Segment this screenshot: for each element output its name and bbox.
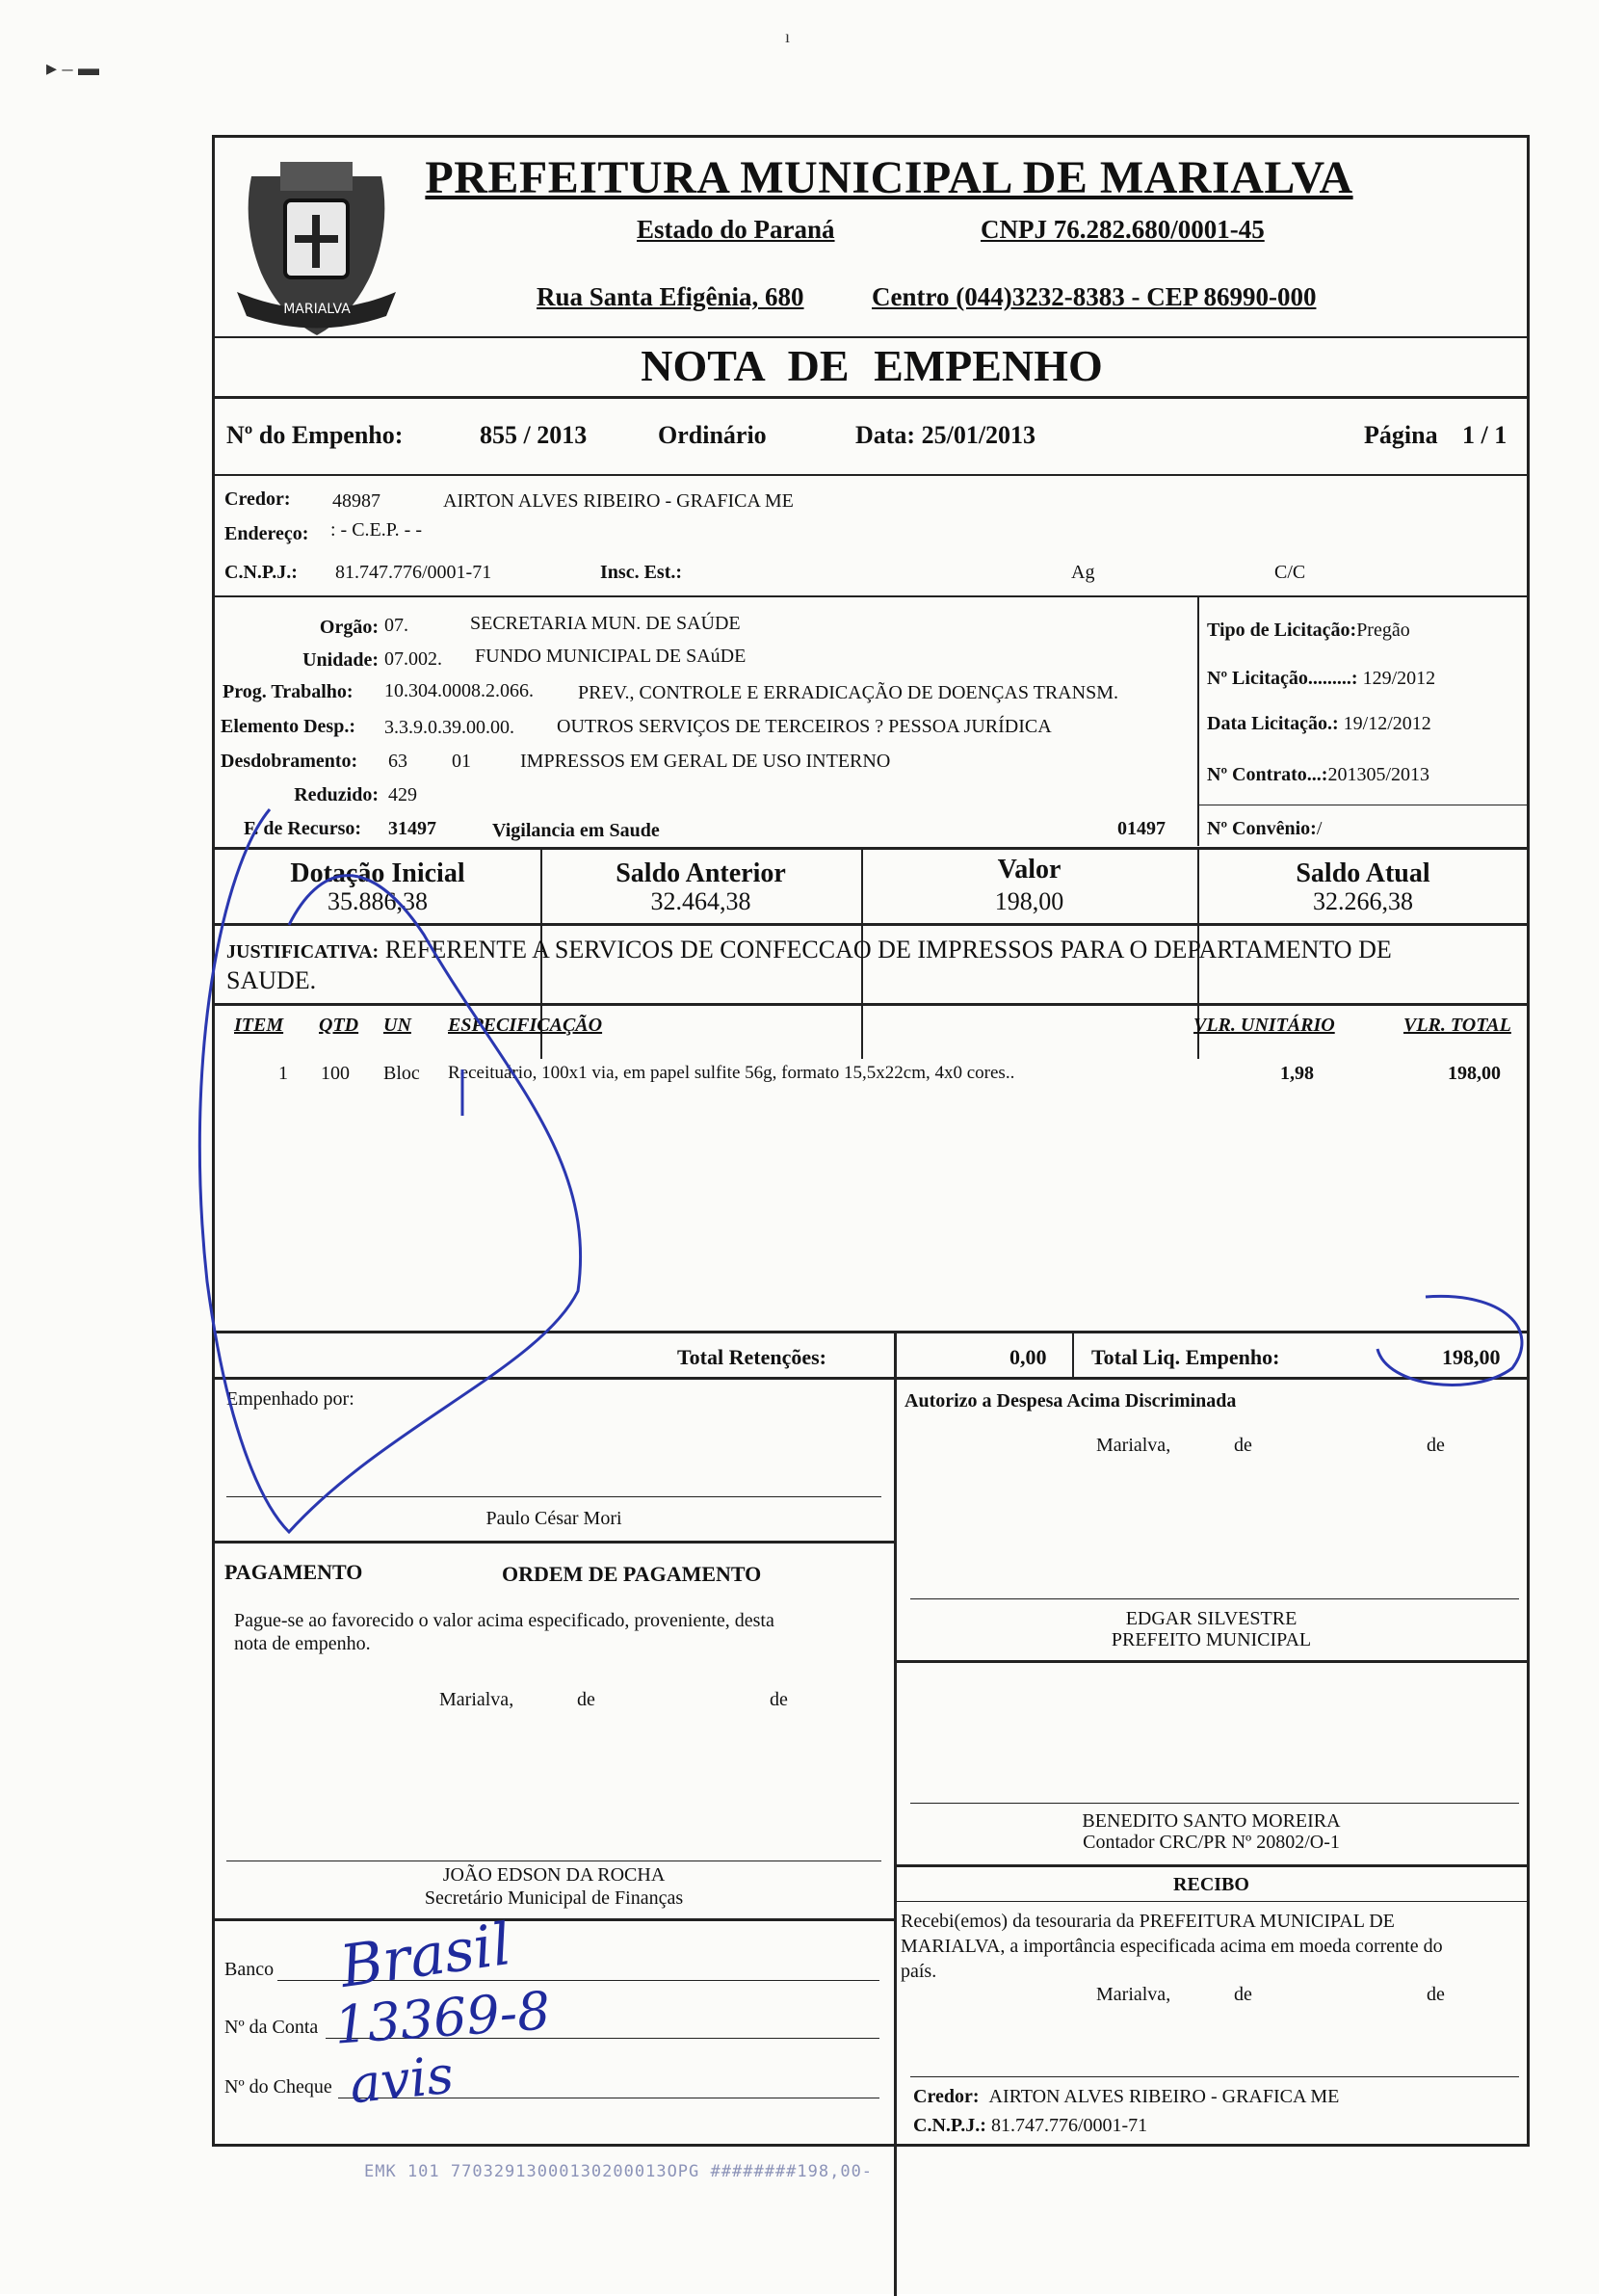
- recibo-label: RECIBO: [1173, 1874, 1249, 1895]
- recibo-text: Recebi(emos) da tesouraria da PREFEITURA MUNICIPAL DE MARIALVA, a importância especificada acima em moeda corrente do país.: [901, 1911, 1443, 1982]
- liq-label: Total Liq. Empenho:: [1091, 1345, 1280, 1369]
- doc-title: NOTA DE EMPENHO: [641, 341, 1103, 390]
- signature-line: [910, 2076, 1519, 2077]
- cheque-handwritten: avis: [347, 2044, 457, 2116]
- credor-cnpj-label: C.N.P.J.:: [224, 562, 298, 583]
- reduzido-value: 429: [388, 784, 417, 805]
- footer-code: ЕМК 101 77032913000130200013OPG ########198,00-: [364, 2162, 874, 2181]
- prefeito-nome: EDGAR SILVESTRE: [1125, 1608, 1298, 1629]
- empenho-date: Data: 25/01/2013: [855, 421, 1036, 449]
- licitacao-data-label: Data Licitação.: 19/12/2012: [1207, 713, 1431, 734]
- col-header-unit: VLR. UNITÁRIO: [1193, 1015, 1335, 1036]
- secretario-cargo: Secretário Municipal de Finanças: [424, 1887, 684, 1909]
- autorizo-de-2: de: [1427, 1435, 1445, 1456]
- divider: [894, 1660, 1529, 1663]
- saldo-atual-label: Saldo Atual: [1296, 858, 1430, 888]
- coat-of-arms-icon: [232, 147, 401, 340]
- recibo-credor: Credor: AIRTON ALVES RIBEIRO - GRAFICA ME: [913, 2086, 1340, 2107]
- recibo-de-1: de: [1234, 1984, 1252, 2005]
- credor-cnpj: 81.747.776/0001-71: [335, 562, 492, 583]
- endereco-label: Endereço:: [224, 523, 309, 544]
- recibo-cnpj: C.N.P.J.: 81.747.776/0001-71: [913, 2115, 1148, 2136]
- desdobramento-code2: 01: [452, 751, 471, 772]
- licitacao-num-label: Nº Licitação.........: 129/2012: [1207, 668, 1436, 689]
- recurso-label: F. de Recurso:: [244, 818, 362, 839]
- unidade-name: FUNDO MUNICIPAL DE SAúDE: [475, 646, 747, 667]
- signature-line: [226, 1496, 881, 1497]
- orgao-name: SECRETARIA MUN. DE SAÚDE: [470, 613, 741, 634]
- pagamento-de-2: de: [770, 1689, 788, 1710]
- convenio-label: Nº Convênio:/: [1207, 818, 1323, 839]
- page-number: 1 / 1: [1462, 421, 1507, 449]
- divider: [215, 1377, 1529, 1380]
- autorizo-label: Autorizo a Despesa Acima Discriminada: [904, 1390, 1237, 1412]
- dotacao-value: 35.886,38: [328, 887, 428, 915]
- col-header-qtd: QTD: [319, 1015, 359, 1036]
- recibo-marialva: Marialva,: [1096, 1984, 1171, 2005]
- row-spec: Receituário, 100x1 via, em papel sulfite 56g, formato 15,5x22cm, 4x0 cores..: [448, 1063, 1015, 1083]
- col-header-total: VLR. TOTAL: [1403, 1015, 1511, 1036]
- empenhado-nome: Paulo César Mori: [485, 1508, 622, 1529]
- licitacao-tipo-label: Tipo de Licitação:Pregão: [1207, 620, 1410, 641]
- autorizo-de-1: de: [1234, 1435, 1252, 1456]
- recurso-code2: 01497: [1117, 818, 1166, 839]
- prog-code: 10.304.0008.2.066.: [384, 680, 534, 701]
- ordem-label: ORDEM DE PAGAMENTO: [502, 1562, 762, 1586]
- saldo-atual-value: 32.266,38: [1313, 887, 1413, 915]
- signature-line: [910, 1598, 1519, 1599]
- col-header-spec: ESPECIFICAÇÃO: [448, 1015, 603, 1036]
- divider: [215, 396, 1529, 399]
- divider: [215, 847, 1529, 850]
- address-label: Rua Santa Efigênia, 680: [537, 282, 804, 311]
- retencoes-label: Total Retenções:: [677, 1345, 826, 1369]
- recurso-code: 31497: [388, 818, 436, 839]
- cheque-label: Nº do Cheque: [224, 2076, 332, 2098]
- row-total: 198,00: [1448, 1063, 1501, 1084]
- pagamento-label: PAGAMENTO: [224, 1560, 363, 1584]
- prefeito-cargo: PREFEITO MUNICIPAL: [1111, 1629, 1312, 1650]
- conta-label: Nº da Conta: [224, 2017, 319, 2038]
- page-label: Página: [1364, 421, 1438, 449]
- cc-label: C/C: [1274, 562, 1306, 583]
- svg-text:MARIALVA: MARIALVA: [283, 302, 351, 317]
- divider-vertical: [1072, 1331, 1074, 1377]
- divider: [894, 1864, 1529, 1867]
- banco-label: Banco: [224, 1959, 275, 1980]
- col-header-un: UN: [383, 1015, 411, 1036]
- divider-vertical: [1197, 595, 1199, 846]
- retencoes-value: 0,00: [1009, 1345, 1047, 1369]
- scan-mark-2: ı: [785, 27, 791, 46]
- page-title: PREFEITURA MUNICIPAL DE MARIALVA: [425, 152, 1353, 203]
- recurso-name: Vigilancia em Saude: [492, 820, 660, 841]
- divider: [215, 923, 1529, 926]
- divider: [215, 1331, 1529, 1333]
- signature-line: [910, 1803, 1519, 1804]
- divider: [894, 1901, 1529, 1902]
- prog-label: Prog. Trabalho:: [223, 681, 354, 702]
- pagamento-marialva: Marialva,: [439, 1689, 514, 1710]
- desdobramento-code1: 63: [388, 751, 407, 772]
- pagamento-de-1: de: [577, 1689, 595, 1710]
- row-unit: 1,98: [1280, 1063, 1314, 1084]
- empenhado-label: Empenhado por:: [226, 1388, 354, 1410]
- scan-mark: ▸ ‒ ▬: [46, 56, 100, 80]
- conta-handwritten: 13369-8: [332, 1980, 553, 2056]
- endereco-value: : - C.E.P. - -: [330, 519, 422, 541]
- row-un: Bloc: [383, 1063, 420, 1084]
- estado-label: Estado do Paraná: [637, 215, 835, 244]
- ag-label: Ag: [1071, 562, 1095, 583]
- desdobramento-label: Desdobramento:: [221, 751, 358, 772]
- cnpj-prefeitura: CNPJ 76.282.680/0001-45: [981, 215, 1265, 244]
- dotacao-label: Dotação Inicial: [290, 858, 465, 888]
- secretario-nome: JOÃO EDSON DA ROCHA: [442, 1864, 666, 1886]
- divider: [215, 1003, 1529, 1006]
- credor-code: 48987: [332, 490, 380, 512]
- empenho-label: Nº do Empenho:: [226, 421, 404, 449]
- credor-label: Credor:: [224, 488, 291, 510]
- divider: [215, 474, 1529, 476]
- recibo-de-2: de: [1427, 1984, 1445, 2005]
- unidade-label: Unidade:: [302, 649, 379, 671]
- elemento-name: OUTROS SERVIÇOS DE TERCEIROS ? PESSOA JURÍDICA: [557, 716, 1052, 737]
- divider: [215, 336, 1529, 338]
- banco-handwritten: Brasil: [335, 1910, 515, 2002]
- row-qtd: 100: [321, 1063, 350, 1084]
- form-frame: [212, 135, 1530, 2147]
- orgao-code: 07.: [384, 615, 408, 636]
- desdobramento-name: IMPRESSOS EM GERAL DE USO INTERNO: [520, 751, 891, 772]
- elemento-code: 3.3.9.0.39.00.00.: [384, 717, 514, 738]
- contador-nome: BENEDITO SANTO MOREIRA: [1082, 1810, 1341, 1832]
- unidade-code: 07.002.: [384, 648, 442, 670]
- empenho-type: Ordinário: [658, 421, 767, 449]
- orgao-label: Orgão:: [319, 617, 379, 638]
- divider: [215, 595, 1529, 597]
- contador-cargo: Contador CRC/PR Nº 20802/O-1: [1083, 1832, 1340, 1853]
- reduzido-label: Reduzido:: [294, 784, 379, 805]
- divider: [215, 1541, 894, 1544]
- autorizo-marialva: Marialva,: [1096, 1435, 1171, 1456]
- justificativa: JUSTIFICATIVA: REFERENTE A SERVICOS DE CONFECCAO DE IMPRESSOS PARA O DEPARTAMENTO DE SAUDE.: [226, 936, 1392, 994]
- empenho-number: 855 / 2013: [480, 421, 588, 449]
- insc-label: Insc. Est.:: [600, 562, 683, 583]
- table-row: [215, 1063, 1529, 1092]
- centro-label: Centro (044)3232-8383 - CEP 86990-000: [872, 282, 1317, 311]
- liq-value: 198,00: [1442, 1345, 1501, 1369]
- prog-name: PREV., CONTROLE E ERRADICAÇÃO DE DOENÇAS TRANSM.: [578, 682, 1118, 703]
- saldo-anterior-value: 32.464,38: [650, 887, 751, 915]
- row-item: 1: [278, 1063, 288, 1084]
- elemento-label: Elemento Desp.:: [221, 716, 355, 737]
- contrato-label: Nº Contrato...:201305/2013: [1207, 764, 1430, 785]
- credor-name: AIRTON ALVES RIBEIRO - GRAFICA ME: [443, 490, 794, 512]
- saldo-anterior-label: Saldo Anterior: [616, 858, 786, 888]
- valor-label: Valor: [997, 855, 1062, 884]
- divider: [215, 1918, 894, 1921]
- valor-value: 198,00: [994, 887, 1064, 915]
- col-header-item: ITEM: [234, 1015, 284, 1036]
- pagamento-text: Pague-se ao favorecido o valor acima especificado, proveniente, desta nota de empenho.: [234, 1610, 774, 1654]
